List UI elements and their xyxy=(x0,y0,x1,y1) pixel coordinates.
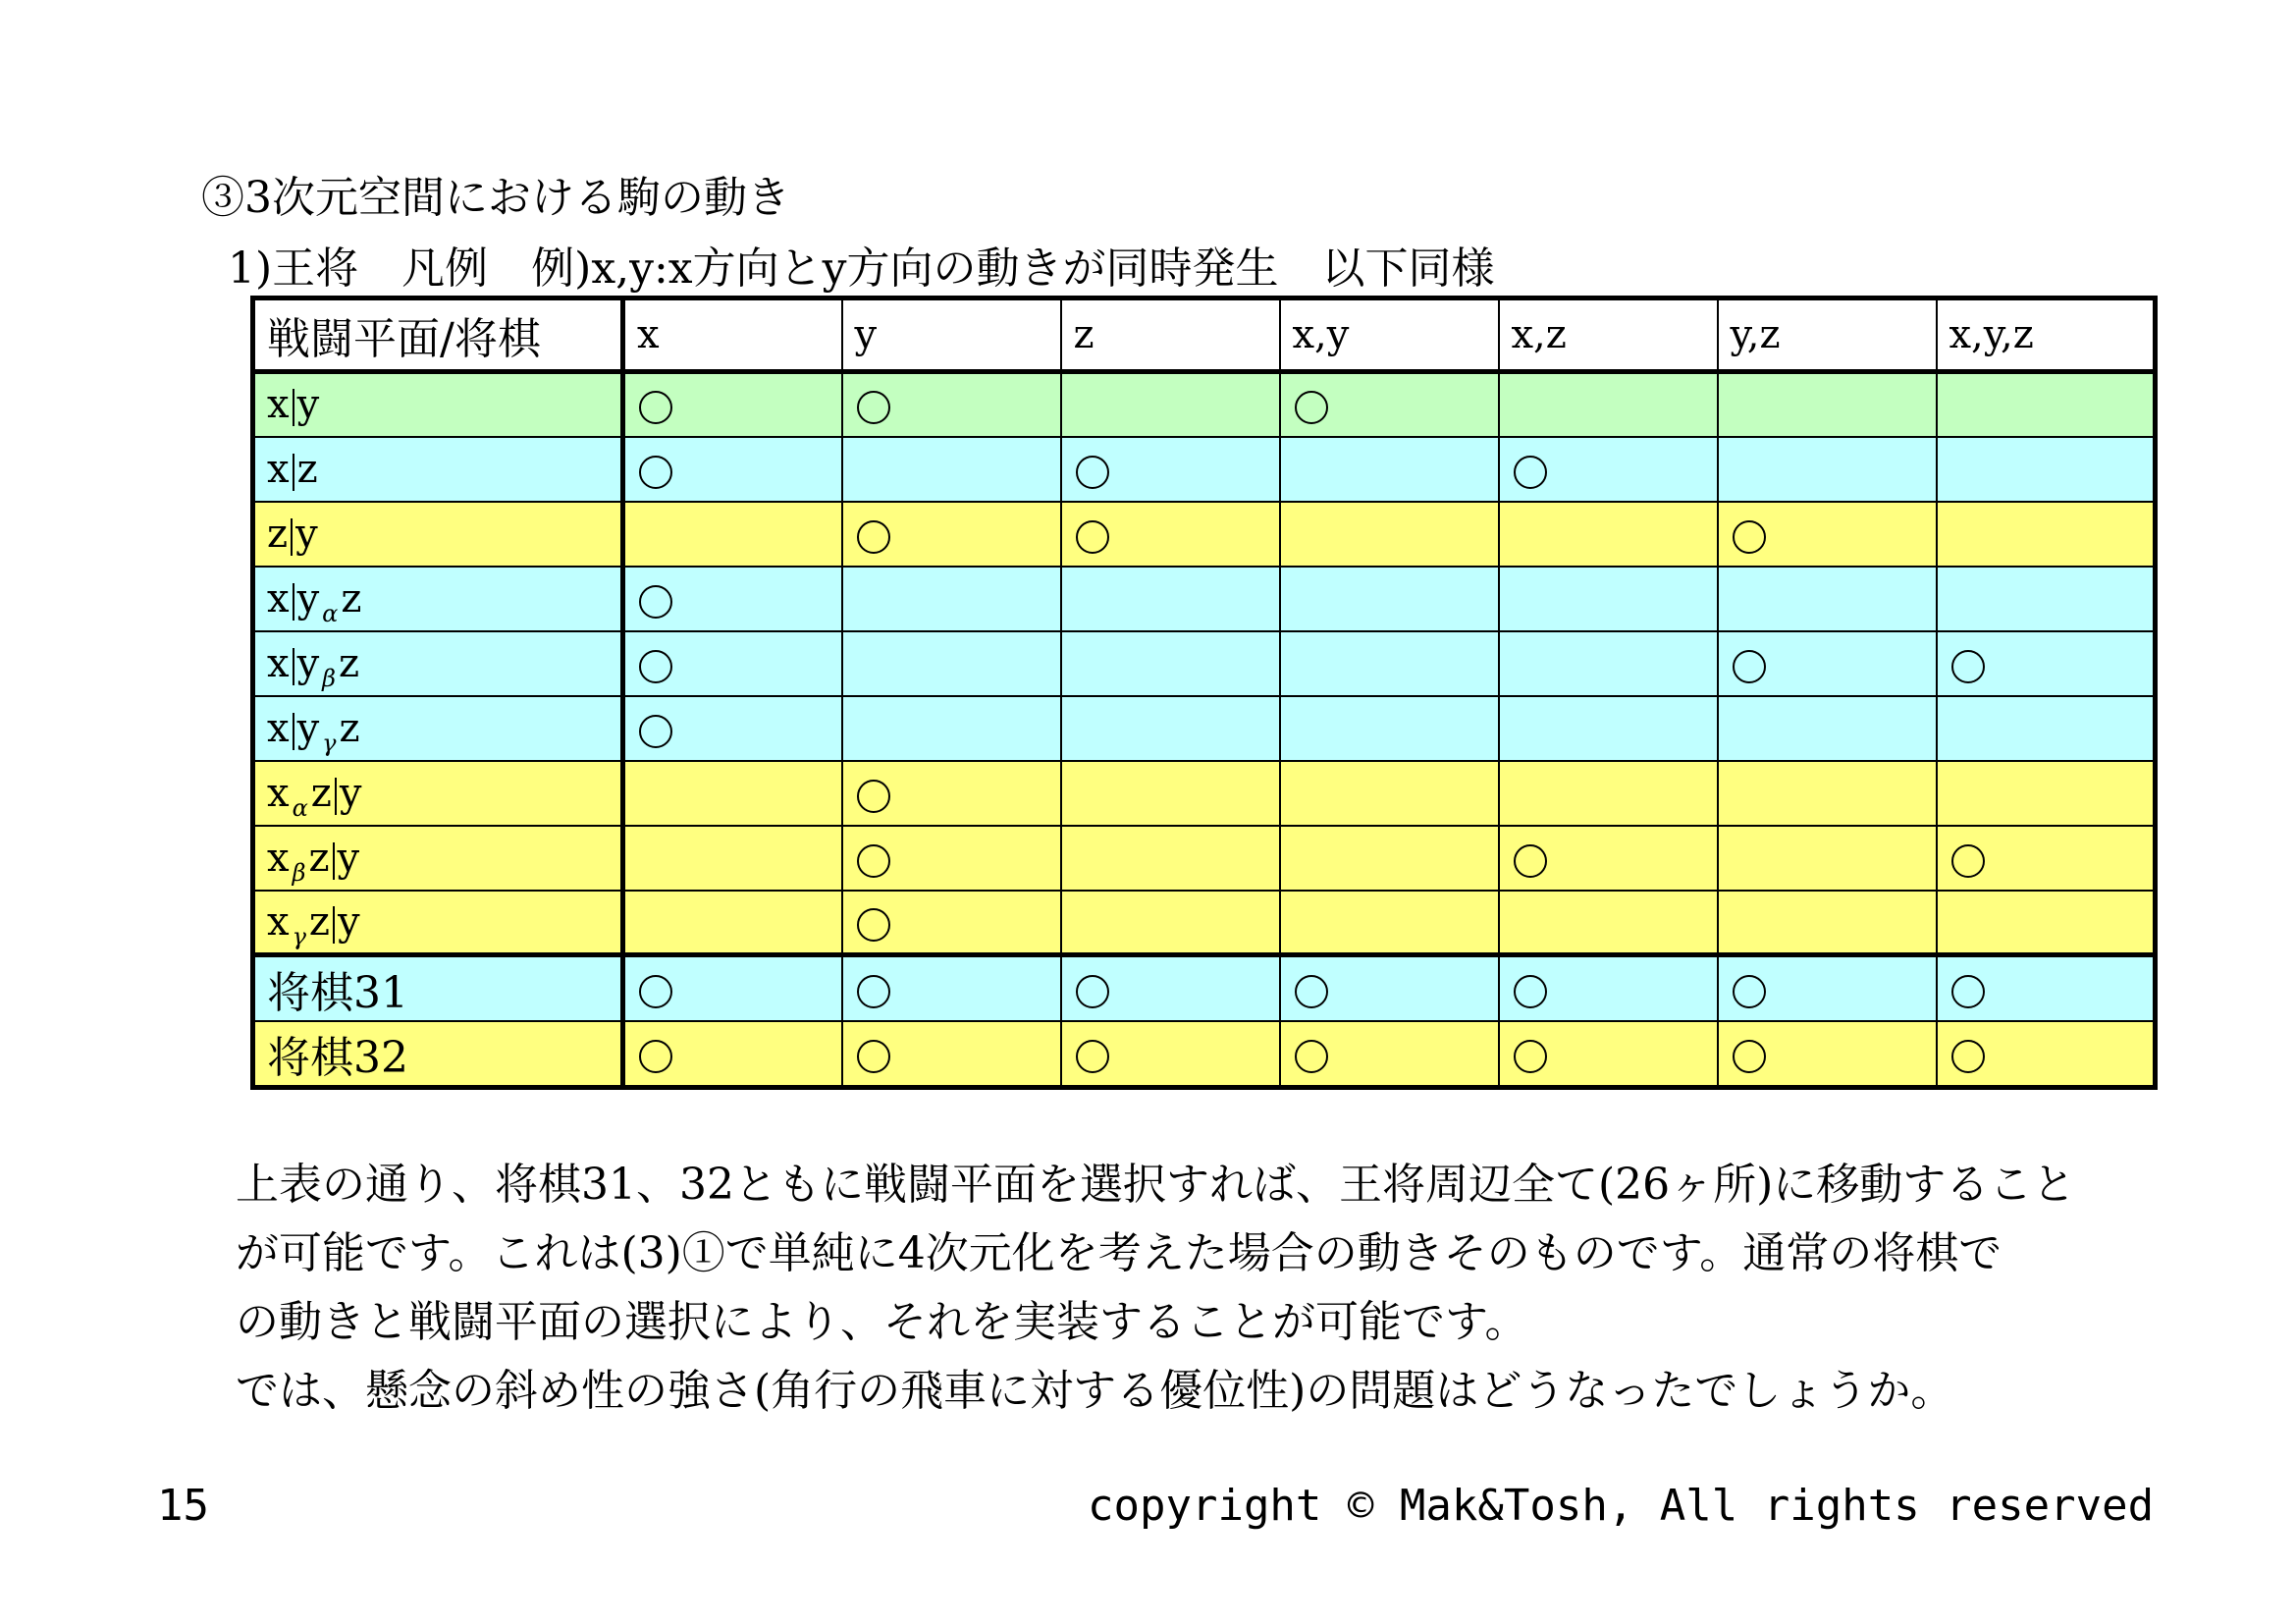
row-label xyxy=(253,761,623,826)
label-part: z xyxy=(308,835,330,881)
mark-cell xyxy=(842,826,1061,891)
label-subscript: α xyxy=(322,599,339,627)
row-label xyxy=(253,372,623,437)
circle-mark xyxy=(1076,1040,1109,1073)
mark-cell xyxy=(1280,891,1499,955)
mark-cell xyxy=(1718,502,1937,567)
header-cell-direction: x,y,z xyxy=(1937,298,2156,372)
label-part: x xyxy=(267,770,290,816)
paragraph-line: が可能です。これは(3)①で単純に4次元化を考えた場合の動きそのものです。通常の将棋で xyxy=(236,1228,2002,1278)
mark-cell xyxy=(1061,955,1280,1022)
label-part: y xyxy=(296,705,320,751)
header-cell-direction: x,z xyxy=(1499,298,1718,372)
circle-mark xyxy=(639,1040,672,1073)
row-label xyxy=(253,567,623,631)
label-part: y xyxy=(296,382,320,428)
mark-cell xyxy=(1499,437,1718,502)
mark-cell xyxy=(1499,631,1718,696)
circle-mark xyxy=(639,585,672,619)
circle-mark xyxy=(1076,520,1109,554)
mark-cell xyxy=(1061,502,1280,567)
row-label xyxy=(253,631,623,696)
circle-mark xyxy=(1951,650,1985,683)
mark-cell xyxy=(842,372,1061,437)
label-part: x xyxy=(267,446,290,492)
mark-cell xyxy=(1937,761,2156,826)
separator-bar xyxy=(335,778,337,815)
label-part: y xyxy=(295,511,318,557)
mark-cell xyxy=(1499,761,1718,826)
circle-mark xyxy=(1295,391,1328,424)
mark-cell xyxy=(842,891,1061,955)
circle-mark xyxy=(1514,456,1547,489)
label-part: z xyxy=(267,511,289,557)
mark-cell xyxy=(1499,891,1718,955)
label-part: y xyxy=(296,640,320,686)
summary-row xyxy=(253,1021,2156,1088)
header-cell-direction: y,z xyxy=(1718,298,1937,372)
label-subscript: β xyxy=(292,858,306,887)
circle-mark xyxy=(857,975,890,1008)
mark-cell xyxy=(1718,437,1937,502)
mark-cell xyxy=(1499,955,1718,1022)
mark-cell xyxy=(1718,955,1937,1022)
label-part: z xyxy=(308,898,330,945)
circle-mark xyxy=(1733,975,1766,1008)
section-heading: ③3次元空間における駒の動き xyxy=(201,173,790,223)
circle-mark xyxy=(857,520,890,554)
circle-mark xyxy=(1951,844,1985,878)
table-row xyxy=(253,567,2156,631)
circle-mark xyxy=(857,844,890,878)
table-header-row xyxy=(253,298,2156,372)
circle-mark xyxy=(1951,1040,1985,1073)
label-subscript: α xyxy=(292,793,308,822)
circle-mark xyxy=(857,780,890,813)
mark-cell xyxy=(1499,1021,1718,1088)
label-part: x xyxy=(267,575,290,622)
table-row xyxy=(253,502,2156,567)
circle-mark xyxy=(1295,975,1328,1008)
header-cell-direction: x xyxy=(623,298,842,372)
circle-mark xyxy=(1076,975,1109,1008)
mark-cell xyxy=(1280,631,1499,696)
movement-table-container xyxy=(250,296,2158,1090)
mark-cell xyxy=(1937,502,2156,567)
label-part: z xyxy=(341,575,362,622)
circle-mark xyxy=(1733,650,1766,683)
mark-cell xyxy=(1937,372,2156,437)
circle-mark xyxy=(1733,520,1766,554)
separator-bar xyxy=(291,518,293,556)
circle-mark xyxy=(639,650,672,683)
mark-cell xyxy=(1061,631,1280,696)
label-part: y xyxy=(337,835,360,881)
separator-bar xyxy=(293,648,294,685)
label-part: z xyxy=(296,446,318,492)
mark-cell xyxy=(1280,437,1499,502)
mark-cell xyxy=(1061,372,1280,437)
label-part: y xyxy=(296,575,320,622)
mark-cell xyxy=(1718,891,1937,955)
mark-cell xyxy=(1718,826,1937,891)
mark-cell xyxy=(623,826,842,891)
circle-mark xyxy=(1076,456,1109,489)
mark-cell xyxy=(842,761,1061,826)
circle-mark xyxy=(1514,1040,1547,1073)
mark-cell xyxy=(1937,567,2156,631)
table-row xyxy=(253,372,2156,437)
label-part: y xyxy=(339,770,362,816)
mark-cell xyxy=(623,502,842,567)
mark-cell xyxy=(1061,826,1280,891)
circle-mark xyxy=(639,456,672,489)
label-subscript: γ xyxy=(322,729,337,757)
separator-bar xyxy=(293,454,294,491)
subsection-heading: 1)王将 凡例 例)x,y:x方向とy方向の動きが同時発生 以下同様 xyxy=(228,244,1495,294)
mark-cell xyxy=(623,696,842,761)
paragraph-line: の動きと戦闘平面の選択により、それを実装することが可能です。 xyxy=(236,1297,1528,1347)
page-number: 15 xyxy=(157,1481,209,1531)
separator-bar xyxy=(333,906,335,944)
mark-cell xyxy=(842,696,1061,761)
row-label xyxy=(253,502,623,567)
table-row xyxy=(253,631,2156,696)
mark-cell xyxy=(1061,567,1280,631)
header-cell-direction: z xyxy=(1061,298,1280,372)
mark-cell xyxy=(1061,891,1280,955)
circle-mark xyxy=(639,391,672,424)
table-row xyxy=(253,437,2156,502)
circle-mark xyxy=(1733,1040,1766,1073)
header-cell-direction: x,y xyxy=(1280,298,1499,372)
circle-mark xyxy=(1295,1040,1328,1073)
mark-cell xyxy=(1937,631,2156,696)
label-part: x xyxy=(267,640,290,686)
mark-cell xyxy=(1499,696,1718,761)
copyright-notice: copyright © Mak&Tosh, All rights reserved xyxy=(1088,1481,2155,1531)
mark-cell xyxy=(623,372,842,437)
mark-cell xyxy=(1937,437,2156,502)
circle-mark xyxy=(1514,975,1547,1008)
mark-cell xyxy=(1280,502,1499,567)
mark-cell xyxy=(1061,437,1280,502)
row-label xyxy=(253,437,623,502)
mark-cell xyxy=(623,567,842,631)
row-label: 将棋31 xyxy=(253,955,623,1022)
mark-cell xyxy=(623,955,842,1022)
circle-mark xyxy=(639,975,672,1008)
row-label xyxy=(253,891,623,955)
mark-cell xyxy=(1499,502,1718,567)
mark-cell xyxy=(842,437,1061,502)
mark-cell xyxy=(1718,567,1937,631)
mark-cell xyxy=(1061,696,1280,761)
movement-table xyxy=(250,296,2158,1090)
mark-cell xyxy=(842,955,1061,1022)
mark-cell xyxy=(1499,567,1718,631)
label-part: y xyxy=(337,898,360,945)
label-part: z xyxy=(310,770,332,816)
mark-cell xyxy=(1718,1021,1937,1088)
row-label xyxy=(253,826,623,891)
table-row xyxy=(253,761,2156,826)
separator-bar xyxy=(293,389,294,426)
separator-bar xyxy=(333,842,335,880)
mark-cell xyxy=(623,1021,842,1088)
mark-cell xyxy=(623,761,842,826)
row-label xyxy=(253,696,623,761)
mark-cell xyxy=(1280,1021,1499,1088)
mark-cell xyxy=(1718,761,1937,826)
paragraph-line: 上表の通り、将棋31、32ともに戦闘平面を選択すれば、王将周辺全て(26ヶ所)に移動すること xyxy=(236,1160,2076,1210)
mark-cell xyxy=(1061,1021,1280,1088)
label-part: x xyxy=(267,898,290,945)
mark-cell xyxy=(1937,955,2156,1022)
label-part: x xyxy=(267,705,290,751)
mark-cell xyxy=(1280,567,1499,631)
circle-mark xyxy=(857,1040,890,1073)
mark-cell xyxy=(842,1021,1061,1088)
mark-cell xyxy=(1280,955,1499,1022)
mark-cell xyxy=(1280,696,1499,761)
table-row xyxy=(253,891,2156,955)
paragraph-line: では、懸念の斜め性の強さ(角行の飛車に対する優位性)の問題はどうなったでしょうか。 xyxy=(236,1366,1954,1416)
mark-cell xyxy=(1280,826,1499,891)
mark-cell xyxy=(1718,372,1937,437)
mark-cell xyxy=(1280,372,1499,437)
circle-mark xyxy=(1514,844,1547,878)
label-part: x xyxy=(267,382,290,428)
mark-cell xyxy=(1280,761,1499,826)
separator-bar xyxy=(293,713,294,750)
mark-cell xyxy=(1937,1021,2156,1088)
mark-cell xyxy=(1937,696,2156,761)
label-part: z xyxy=(339,640,360,686)
mark-cell xyxy=(1937,891,2156,955)
table-row xyxy=(253,826,2156,891)
circle-mark xyxy=(857,908,890,942)
label-part: x xyxy=(267,835,290,881)
mark-cell xyxy=(1718,631,1937,696)
mark-cell xyxy=(842,502,1061,567)
table-row xyxy=(253,696,2156,761)
circle-mark xyxy=(857,391,890,424)
mark-cell xyxy=(1499,826,1718,891)
separator-bar xyxy=(293,583,294,621)
mark-cell xyxy=(623,891,842,955)
mark-cell xyxy=(1499,372,1718,437)
circle-mark xyxy=(639,715,672,748)
label-subscript: β xyxy=(322,664,337,692)
row-label: 将棋32 xyxy=(253,1021,623,1088)
label-subscript: γ xyxy=(292,922,306,950)
header-cell-direction: y xyxy=(842,298,1061,372)
mark-cell xyxy=(842,631,1061,696)
summary-row xyxy=(253,955,2156,1022)
explanation-paragraph xyxy=(236,1151,2075,1426)
header-cell-plane: 戦闘平面/将棋 xyxy=(253,298,623,372)
mark-cell xyxy=(1718,696,1937,761)
mark-cell xyxy=(842,567,1061,631)
mark-cell xyxy=(1937,826,2156,891)
mark-cell xyxy=(623,437,842,502)
label-part: z xyxy=(339,705,360,751)
mark-cell xyxy=(623,631,842,696)
mark-cell xyxy=(1061,761,1280,826)
circle-mark xyxy=(1951,975,1985,1008)
